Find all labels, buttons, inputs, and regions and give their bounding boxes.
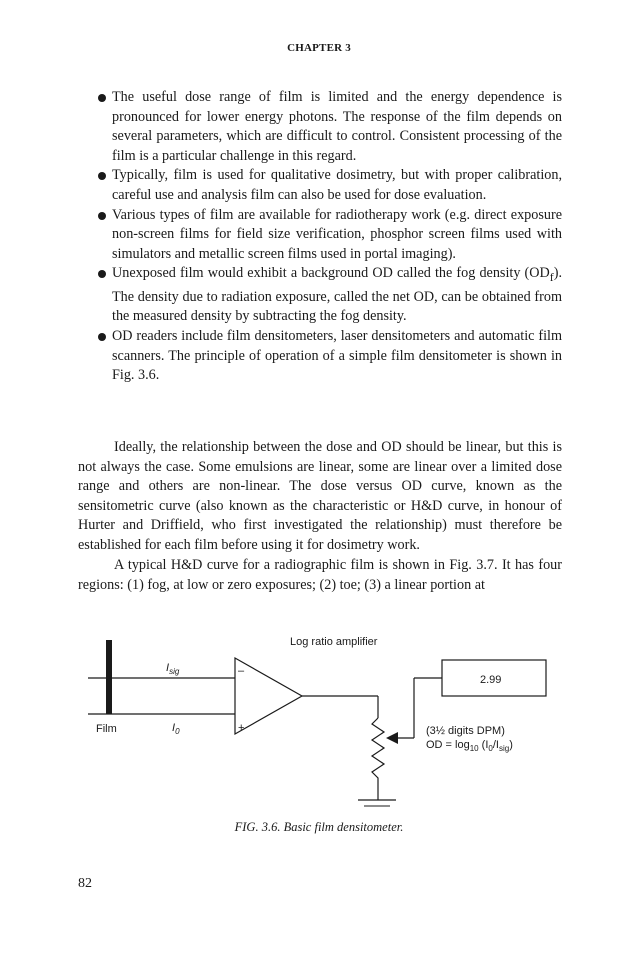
minus-sign: – [238, 665, 245, 677]
wiper-arrow-icon [386, 732, 398, 744]
bullet-item [96, 88, 562, 166]
plus-sign: + [238, 722, 245, 734]
od-formula: OD = $\log_{10} (I_0/I_{sig})$ [426, 739, 513, 753]
bullet-text-part: Unexposed film would exhibit a background OD called the fog density (OD [112, 265, 550, 282]
bullet-text [112, 265, 562, 324]
bullet-text: OD readers include film densitometers, laser densitometers and automatic film scanners. The principle of operation of a simple film densitometer is shown in Fig. 3.6. [112, 327, 562, 384]
amplifier-label: Log ratio amplifier [290, 636, 378, 648]
subscript: f [549, 270, 554, 285]
bullet-item [96, 264, 562, 327]
bullet-dot-icon [98, 333, 106, 341]
figure-caption: FIG. 3.6. Basic film densitometer. [234, 820, 404, 834]
film-label: Film [96, 723, 117, 735]
bullet-item [96, 327, 562, 386]
meter-reading: 2.99 [480, 674, 502, 686]
bullet-item [96, 166, 562, 205]
page-number: 82 [78, 876, 92, 891]
bullet-dot-icon [98, 94, 106, 102]
body-paragraph: Ideally, the relationship between the dose and OD should be linear, but this is not always the case. Some emulsions are linear, some are linear over a limited dose range and others are non-linear. The dose versus OD curve, known as the sensitometric curve (also known as the characteristic or H&D curve, in honour of Hurter and Driffield, who first investigated the relationship) must therefore be established for each film before using it for dosimetry work. [78, 439, 562, 553]
film-strip [106, 640, 112, 714]
bullet-text: Various types of film are available for radiotherapy work (e.g. direct exposure non-screen films for field size verification, phosphor screen films used with simulators and metallic screen films used in portal imaging). [112, 206, 562, 262]
bullet-dot-icon [98, 172, 106, 180]
isig-label: $I_{sig}$ [166, 662, 180, 676]
bullet-dot-icon [98, 212, 106, 220]
bullet-text-part: ). The density due to radiation exposure, called the net OD, can be obtained from the measured density by subtracting the fog density. [112, 265, 562, 325]
densitometer-diagram [78, 628, 558, 810]
bullet-item [96, 206, 562, 265]
bullet-text: Typically, film is used for qualitative dosimetry, but with proper calibration, careful use and analysis film can also be used for dose evaluation. [112, 167, 562, 203]
bullet-list [96, 88, 562, 386]
amplifier-symbol [235, 658, 302, 734]
chapter-header: CHAPTER 3 [287, 42, 351, 54]
dpm-note: (3½ digits DPM) [426, 725, 505, 737]
potentiometer-symbol [372, 718, 384, 800]
body-paragraph: A typical H&D curve for a radiographic film is shown in Fig. 3.7. It has four regions: (1) fog, at low or zero exposures; (2) toe; (3) a linear portion at [78, 557, 562, 593]
bullet-text: The useful dose range of film is limited and the energy dependence is pronounced for lower energy photons. The response of the film depends on several parameters, which are difficult to control. Consistent processing of the film is a particular challenge in this regard. [112, 89, 562, 164]
i0-label: $I_0$ [172, 722, 180, 736]
bullet-dot-icon [98, 270, 106, 278]
